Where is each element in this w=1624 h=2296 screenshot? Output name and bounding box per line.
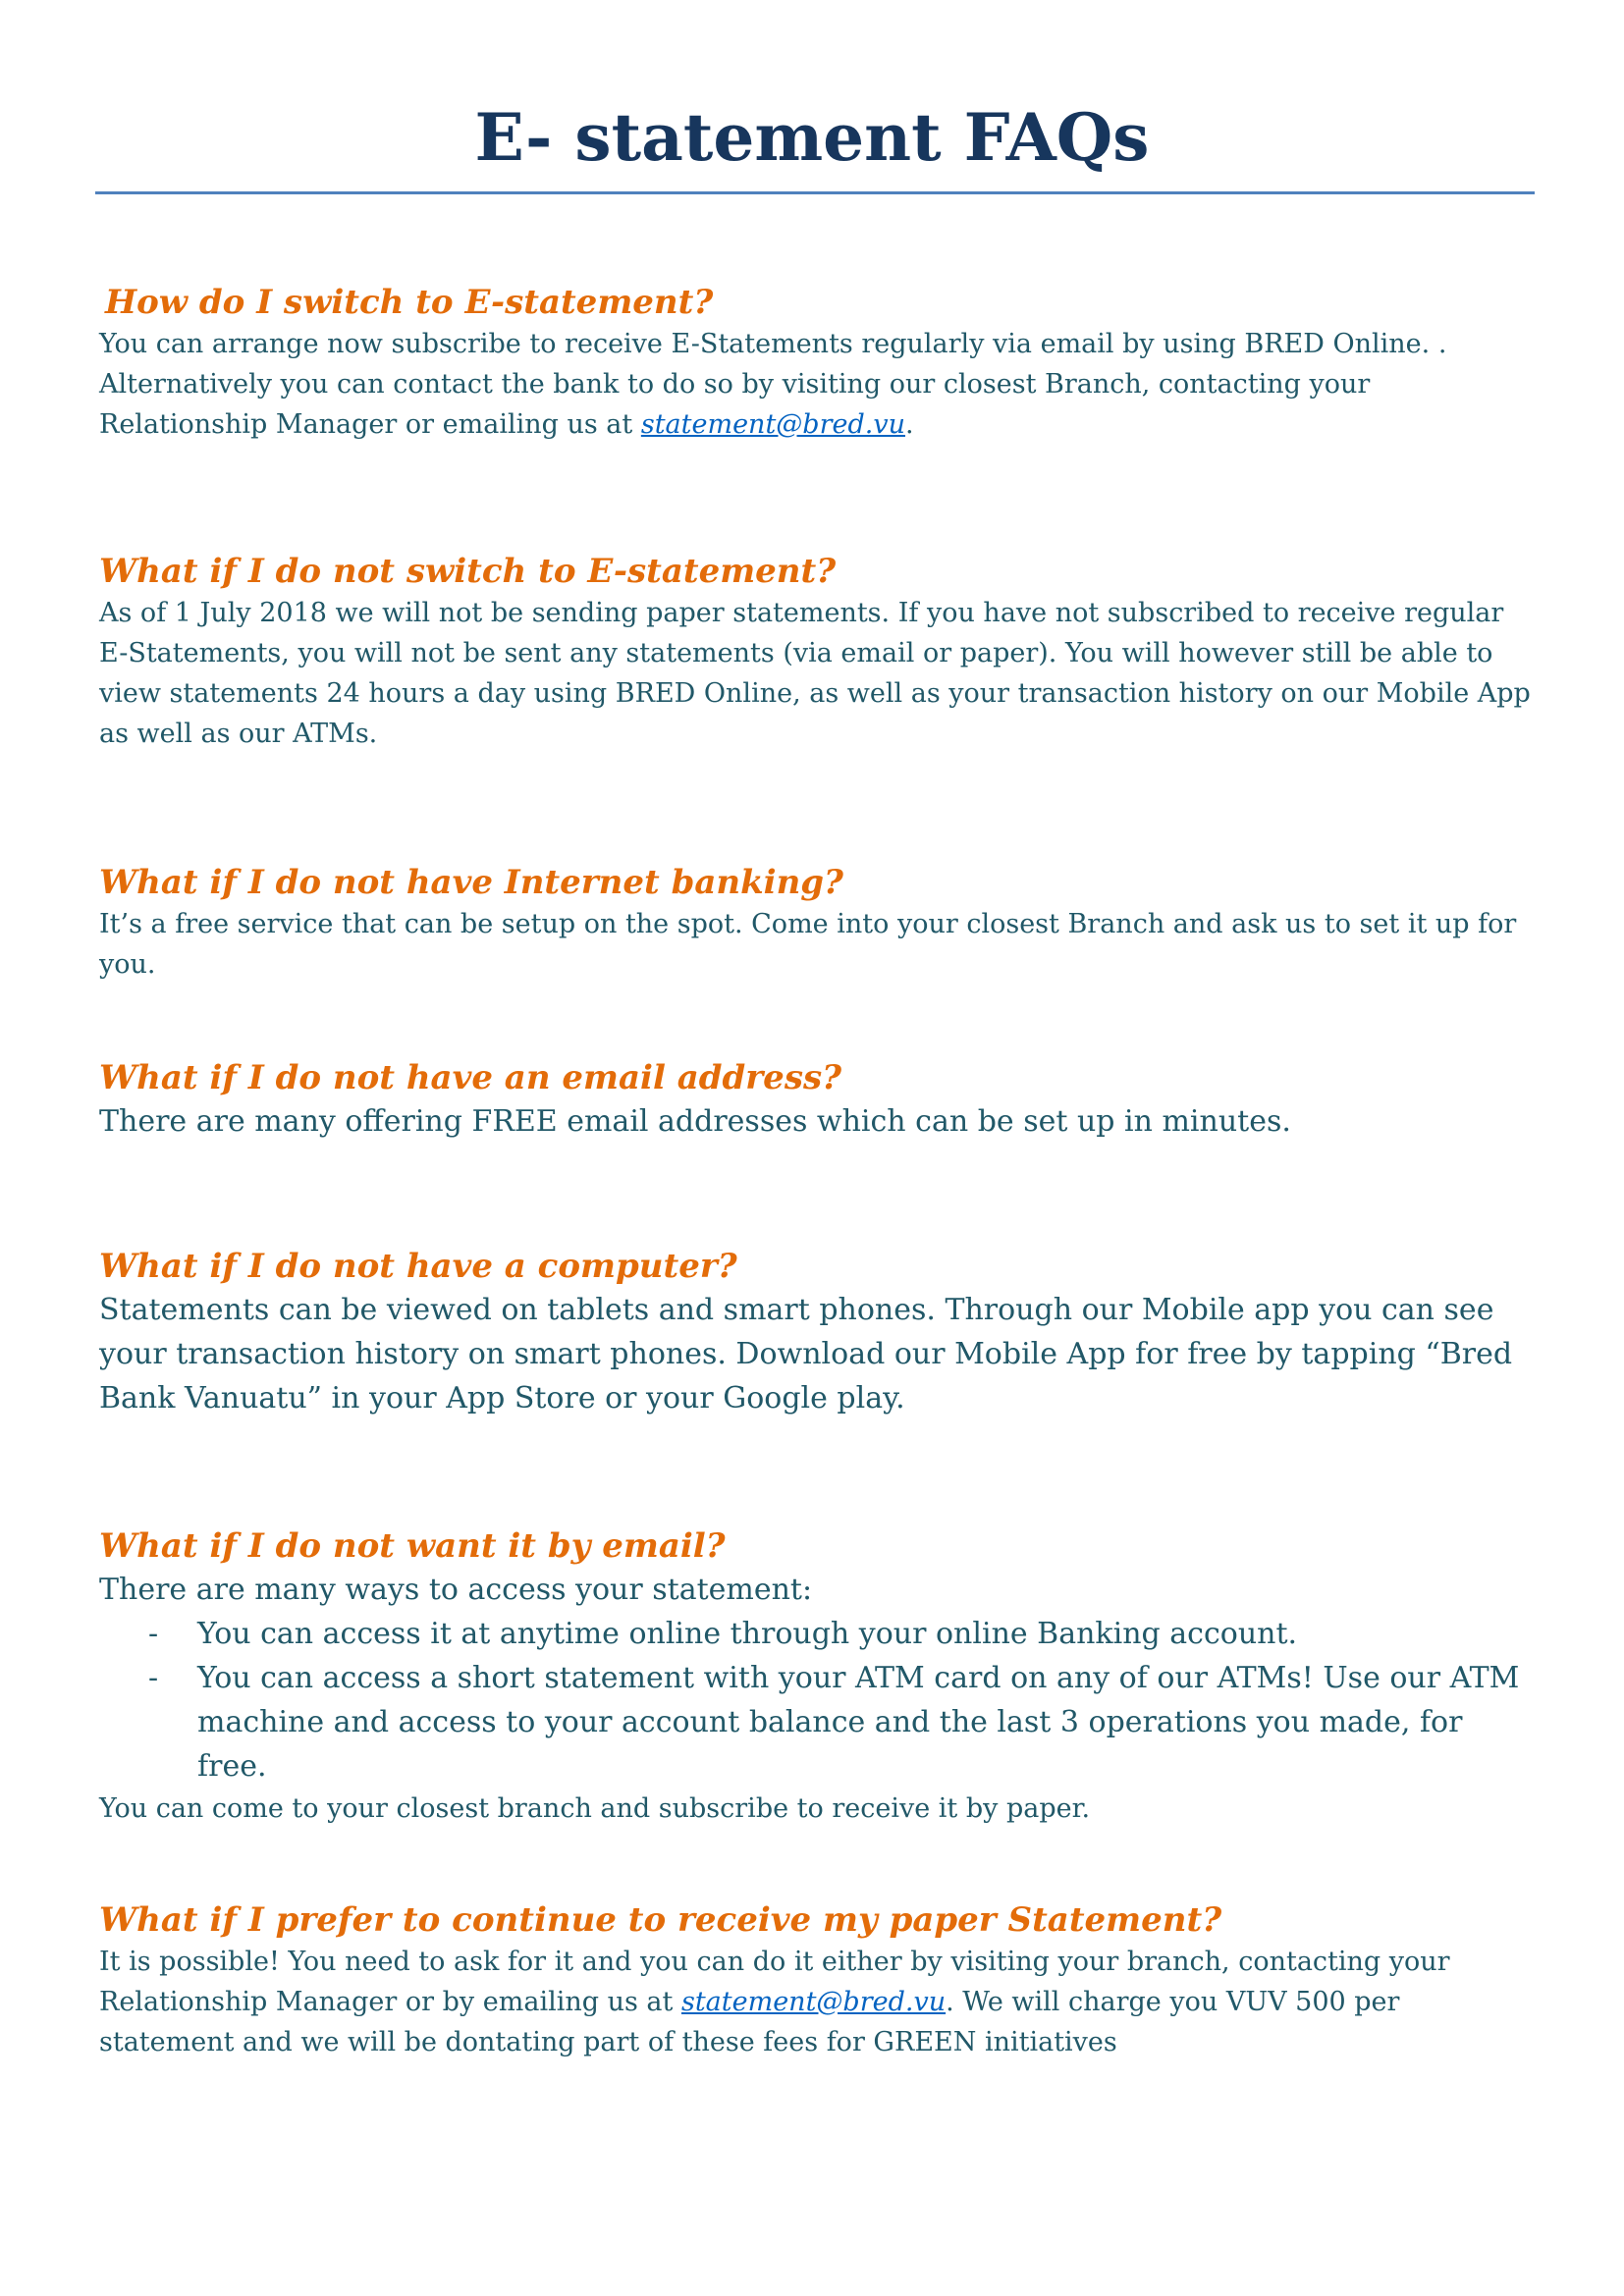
- page-title: E- statement FAQs: [474, 99, 1150, 176]
- faq-item-not-by-email: [99, 1524, 1533, 1829]
- email-link[interactable]: statement@bred.vu: [680, 1987, 947, 2017]
- faq-answer: Statements can be viewed on tablets and smart phones. Through our Mobile app you can see your transaction history on smart phones. Download our Mobile App for free by tapping “Bred Bank Vanuatu” in your App Store or your Google play.: [99, 1293, 1513, 1415]
- faq-question: What if I do not have Internet banking?: [99, 863, 843, 902]
- faq-question: What if I do not have an email address?: [99, 1058, 842, 1097]
- list-item: - You can access a short statement with your ATM card on any of our ATMs! Use our ATM machine and access to your account balance and the last 3 operations you made, for free.: [148, 1656, 1533, 1789]
- faq-item-switch: [99, 281, 1533, 445]
- faq-item-internet-banking: [99, 861, 1533, 985]
- faq-item-email-address: [99, 1056, 1533, 1144]
- faq-question: What if I do not want it by email?: [99, 1526, 726, 1566]
- faq-answer-intro: There are many ways to access your statement:: [99, 1573, 813, 1607]
- faq-question: How do I switch to E-statement?: [105, 283, 714, 322]
- faq-item-not-switch: [99, 550, 1533, 754]
- faq-item-paper-statement: [99, 1898, 1533, 2062]
- faq-question: What if I do not have a computer?: [99, 1247, 737, 1286]
- faq-answer-text: You can arrange now subscribe to receive E-Statements regularly via email by using BRED Online. . Alternatively you can contact the bank to do so by visiting our closest Branch, contacting your Relationship Manager or emailing us at: [99, 329, 1447, 440]
- faq-answer-end: . We will charge you VUV 500 per statement and we will be dontating part of these fees for GREEN initiatives: [99, 1987, 1400, 2057]
- faq-answer-end: .: [904, 409, 914, 440]
- faq-question: What if I prefer to continue to receive my paper Statement?: [99, 1900, 1222, 1940]
- faq-answer: There are many offering FREE email addresses which can be set up in minutes.: [99, 1104, 1291, 1139]
- faq-answer: It’s a free service that can be setup on the spot. Come into your closest Branch and ask us to set it up for you.: [99, 909, 1517, 980]
- faq-item-computer: [99, 1245, 1533, 1420]
- access-options-list: [99, 1612, 1533, 1789]
- list-item: - You can access it at anytime online through your online Banking account.: [148, 1612, 1533, 1656]
- faq-answer: As of 1 July 2018 we will not be sending paper statements. If you have not subscribed to receive regular E-Statements, you will not be sent any statements (via email or paper). You will however still be able to view statements 24 hours a day using BRED Online, as well as your transaction history on our Mobile App as well as our ATMs.: [99, 598, 1531, 749]
- faq-answer: [99, 324, 1533, 445]
- faq-answer-outro: You can come to your closest branch and subscribe to receive it by paper.: [99, 1793, 1091, 1824]
- faq-answer: [99, 1942, 1533, 2062]
- faq-question: What if I do not switch to E-statement?: [99, 552, 837, 591]
- faq-answer-text: It is possible! You need to ask for it and you can do it either by visiting your branch, contacting your Relationship Manager or by emailing us at: [99, 1947, 1450, 2017]
- title-divider: [95, 191, 1535, 194]
- email-link[interactable]: statement@bred.vu: [640, 409, 905, 440]
